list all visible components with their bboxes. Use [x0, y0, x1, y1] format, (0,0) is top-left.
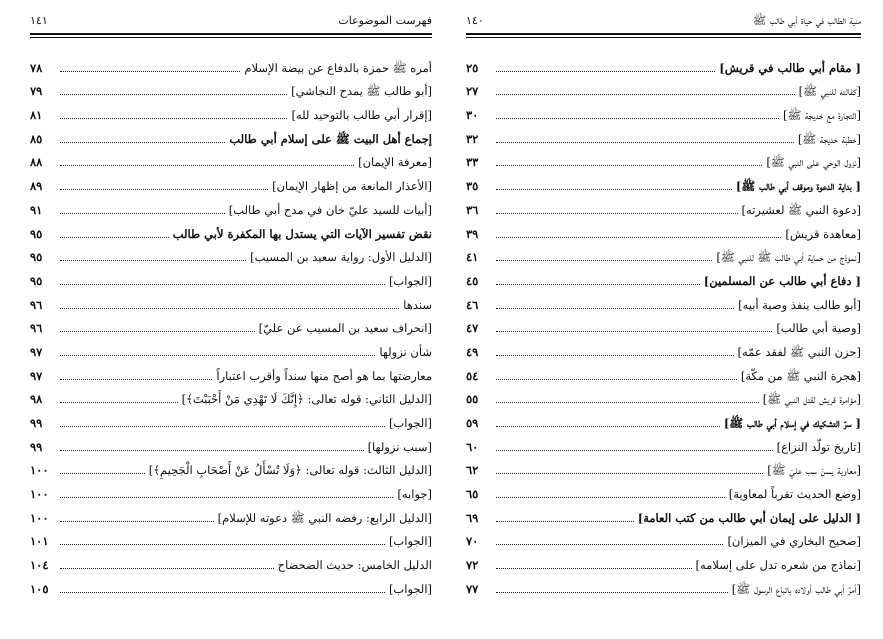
toc-entry-title: نقض تفسير الآيات التي يستدل بها المكفرة لأبي طالب: [172, 226, 432, 241]
toc-entry: [30, 122, 432, 146]
toc-entry-title: [الدليل الرابع: رفضه النبي ﷺ دعوته للإسلام]: [217, 510, 432, 525]
dot-leader: [60, 117, 287, 119]
toc-entry-page: ٩٦: [30, 321, 43, 336]
toc-entry: [30, 146, 432, 170]
toc-entry-page: ٧٧: [466, 581, 479, 596]
dot-leader: [60, 520, 214, 522]
toc-entry-page: ٩٦: [30, 297, 43, 312]
toc-entry-page: ٧٨: [30, 60, 43, 75]
toc-entry-title: [نزول الوحي على النبي ﷺ]: [766, 155, 861, 170]
toc-entry-title: [الجواب]: [388, 581, 432, 596]
header-rule: [466, 33, 861, 35]
dot-leader: [60, 259, 246, 261]
left-page: [30, 0, 432, 639]
left-page-number: ١٤١: [30, 14, 48, 27]
toc-entry: [466, 501, 861, 525]
dot-leader: [60, 141, 225, 143]
toc-entry-page: ٧٢: [466, 558, 479, 573]
toc-entry-page: ٦٩: [466, 510, 479, 525]
toc-entry-title: [هجرة النبي ﷺ من مكّة]: [740, 368, 861, 383]
dot-leader: [60, 567, 274, 569]
toc-entry-page: ٣٢: [466, 131, 479, 146]
toc-entry-title: [صحيح البخاري في الميزان]: [727, 534, 861, 549]
toc-entry: [466, 98, 861, 122]
toc-entry-page: ٣٦: [466, 202, 479, 217]
right-page-header: [466, 14, 861, 32]
toc-entry: [30, 217, 432, 241]
dot-leader: [60, 164, 354, 166]
dot-leader: [496, 259, 712, 261]
toc-entry-title: [أبو طالب ينفذ وصية أبيه]: [738, 297, 861, 312]
toc-entry-page: ١٠١: [30, 534, 49, 549]
toc-entry-title: [الدليل الثاني: قوله تعالى: ﴿إِنَّكَ لَا تَهْدِي مَنْ أَحْبَبْتَ﴾]: [181, 392, 432, 407]
toc-entry: [30, 312, 432, 336]
toc-entry: [30, 264, 432, 288]
toc-entry-page: ٩٥: [30, 226, 43, 241]
toc-entry-title: [ مقام أبي طالب في قريش]: [719, 60, 861, 75]
toc-entry: [30, 193, 432, 217]
toc-entry-page: ٧٠: [466, 534, 479, 549]
toc-entry-page: ١٠٠: [30, 510, 49, 525]
dot-leader: [496, 543, 723, 545]
toc-entry-page: ٣٣: [466, 155, 479, 170]
toc-entry: [466, 51, 861, 75]
toc-entry-page: ٩١: [30, 202, 43, 217]
toc-entry-title: [ الدليل على إيمان أبي طالب من كتب العامة]: [637, 510, 861, 525]
toc-entry: [466, 241, 861, 265]
left-page-header: [30, 14, 432, 32]
toc-entry-title: [سبب نزولها]: [367, 439, 432, 454]
toc-entry-title: [نموذج من حماية أبي طالب ﷺ للنبي ﷺ]: [716, 250, 861, 265]
toc-entry-page: ٤٦: [466, 297, 479, 312]
toc-entry: [30, 75, 432, 99]
toc-entry-title: [جوابه]: [397, 487, 432, 502]
dot-leader: [496, 354, 734, 356]
toc-entry-page: ٣٠: [466, 108, 479, 123]
dot-leader: [60, 93, 287, 95]
toc-entry-title: [الجواب]: [388, 273, 432, 288]
toc-entry: [466, 430, 861, 454]
toc-entry: [466, 359, 861, 383]
dot-leader: [60, 330, 255, 332]
toc-entry: [466, 288, 861, 312]
toc-entry-page: ٨٩: [30, 179, 43, 194]
dot-leader: [60, 236, 169, 238]
toc-entry: [466, 335, 861, 359]
dot-leader: [496, 212, 738, 214]
toc-entry: [466, 169, 861, 193]
toc-entry: [466, 525, 861, 549]
toc-entry-title: [انحراف سعيد بن المسيب عن عليّ]: [258, 321, 432, 336]
toc-entry-title: [ سرّ التشكيك في إسلام أبي طالب ﷺ]: [723, 416, 861, 430]
toc-entry-title: [أمرُ أبي طالب أولاده باتباع الرسول ﷺ]: [731, 581, 861, 596]
toc-entry: [30, 454, 432, 478]
dot-leader: [60, 378, 212, 380]
toc-entry: [466, 264, 861, 288]
toc-entry-page: ٩٥: [30, 273, 43, 288]
right-page-number: ١٤٠: [466, 14, 484, 27]
dot-leader: [60, 472, 145, 474]
toc-entry-page: ٣٥: [466, 179, 479, 194]
dot-leader: [496, 378, 737, 380]
toc-entry: [466, 122, 861, 146]
toc-entry: [466, 406, 861, 430]
header-rule: [30, 33, 432, 35]
toc-entry-title: [ بداية الدعوة وموقف أبي طالب ﷺ]: [735, 179, 861, 194]
dot-leader: [60, 496, 393, 498]
dot-leader: [496, 330, 772, 332]
toc-entry-title: [مؤامرة قريش لقتل النبي ﷺ]: [762, 392, 861, 407]
toc-entry-title: [الجواب]: [388, 416, 432, 430]
toc-entry-page: ٩٧: [30, 344, 43, 359]
toc-entry-page: ٥٤: [466, 368, 479, 383]
toc-entry-page: ٤١: [466, 250, 479, 265]
dot-leader: [496, 236, 781, 238]
toc-entry-title: [أبو طالب ﷺ يمدح النجاشي]: [291, 84, 432, 99]
toc-entry-title: [وصية أبي طالب]: [776, 321, 861, 336]
toc-entry-page: ٣٩: [466, 226, 479, 241]
toc-entry-page: ٦٥: [466, 487, 479, 502]
header-rule-thin: [466, 37, 861, 38]
dot-leader: [496, 117, 779, 119]
dot-leader: [60, 401, 178, 403]
toc-entry-page: ١٠٠: [30, 487, 49, 502]
toc-entry-title: [حزن النبي ﷺ لفقد عمّه]: [737, 344, 861, 359]
toc-entry: [30, 525, 432, 549]
toc-entry-title: [أبيات للسيد عليّ خان في مدح أبي طالب]: [228, 202, 432, 217]
left-toc-list: [30, 51, 432, 596]
toc-entry-page: ٩٨: [30, 392, 43, 407]
dot-leader: [496, 401, 759, 403]
toc-entry: [30, 359, 432, 383]
toc-entry: [466, 572, 861, 596]
toc-entry-title: معارضتها بما هو أصح منها سنداً وأقرب اعتباراً: [216, 368, 432, 383]
dot-leader: [60, 449, 364, 451]
dot-leader: [496, 520, 634, 522]
toc-entry-page: ٤٧: [466, 321, 479, 336]
toc-entry-title: [وضع الحديث تقرباً لمعاوية]: [728, 487, 861, 502]
toc-entry: [30, 430, 432, 454]
right-toc-list: [466, 51, 861, 596]
dot-leader: [496, 472, 763, 474]
toc-entry-page: ٦٠: [466, 439, 479, 454]
toc-entry-title: إجماع أهل البيت ﷺ على إسلام أبي طالب: [229, 131, 432, 146]
dot-leader: [496, 70, 715, 72]
toc-entry-title: [إقرار أبي طالب بالتوحيد لله]: [291, 108, 432, 123]
toc-entry-page: ٦٢: [466, 463, 479, 478]
toc-entry-page: ١٠٥: [30, 581, 49, 596]
toc-entry: [30, 335, 432, 359]
toc-entry-page: ٩٥: [30, 250, 43, 265]
dot-leader: [496, 307, 734, 309]
dot-leader: [496, 141, 794, 143]
toc-entry: [30, 169, 432, 193]
toc-entry: [30, 572, 432, 596]
dot-leader: [60, 591, 385, 593]
toc-entry: [466, 383, 861, 407]
header-rule-thin: [30, 37, 432, 38]
toc-entry-page: ٥٥: [466, 392, 479, 407]
toc-entry-page: ٩٧: [30, 368, 43, 383]
dot-leader: [496, 567, 692, 569]
toc-entry-title: [معاوية يسنّ سب عليّ ﷺ]: [767, 463, 861, 478]
dot-leader: [60, 188, 268, 190]
toc-entry-title: [الأعذار المانعة من إظهار الإيمان]: [272, 179, 432, 194]
right-page: [466, 0, 861, 639]
toc-entry-page: ٩٩: [30, 416, 43, 430]
toc-entry-title: [ دفاع أبي طالب عن المسلمين]: [703, 273, 861, 288]
toc-entry-page: ٧٩: [30, 84, 43, 99]
toc-entry: [30, 406, 432, 430]
toc-entry-page: ٢٧: [466, 84, 479, 99]
toc-entry-page: ٨١: [30, 108, 43, 123]
toc-entry: [30, 501, 432, 525]
toc-entry-page: ١٠٤: [30, 558, 49, 573]
toc-entry: [466, 75, 861, 99]
toc-entry: [30, 477, 432, 501]
toc-entry-title: [الدليل الأول: رواية سعيد بن المسيب]: [250, 250, 432, 265]
toc-entry-title: [معرفة الإيمان]: [358, 155, 432, 170]
toc-entry-page: ٢٥: [466, 60, 479, 75]
toc-entry-title: الدليل الخامس: حديث الضحضاح: [277, 558, 432, 573]
toc-entry-page: ٤٩: [466, 344, 479, 359]
toc-entry: [30, 241, 432, 265]
right-header-title: منية الطالب في حياة أبي طالب ﷺ: [752, 14, 861, 27]
dot-leader: [60, 70, 240, 72]
toc-entry-title: [التجارة مع خديجة ﷺ]: [783, 108, 861, 123]
toc-entry-title: [نماذج من شعره تدل على إسلامه]: [695, 558, 861, 573]
toc-entry-page: ٤٥: [466, 273, 479, 288]
toc-entry-page: ١٠٠: [30, 463, 49, 478]
toc-entry: [466, 193, 861, 217]
toc-entry: [30, 383, 432, 407]
left-header-title: فهرست الموضوعات: [338, 14, 432, 27]
dot-leader: [60, 543, 385, 545]
dot-leader: [496, 93, 795, 95]
toc-entry-title: [الجواب]: [388, 534, 432, 549]
dot-leader: [496, 188, 732, 190]
toc-entry-title: [كفالته للنبي ﷺ]: [798, 84, 861, 99]
toc-entry-title: أمره ﷺ حمزة بالدفاع عن بيضة الإسلام: [244, 60, 432, 75]
toc-entry: [30, 98, 432, 122]
toc-entry-title: [تاريخ تولّد النزاع]: [776, 439, 861, 454]
toc-entry: [466, 146, 861, 170]
dot-leader: [496, 496, 725, 498]
toc-entry: [30, 51, 432, 75]
dot-leader: [496, 164, 762, 166]
toc-entry-page: ٨٥: [30, 131, 43, 146]
dot-leader: [496, 425, 720, 427]
toc-entry-title: [الدليل الثالث: قوله تعالى: ﴿وَلَا تُسْأَلُ عَنْ أَصْحَابِ الْجَحِيمِ﴾]: [148, 463, 432, 478]
toc-entry: [30, 288, 432, 312]
toc-entry-title: [دعوة النبي ﷺ لعشيرته]: [741, 202, 861, 217]
toc-entry-title: شأن نزولها: [379, 344, 432, 359]
toc-entry: [466, 217, 861, 241]
toc-entry: [466, 477, 861, 501]
toc-entry: [466, 454, 861, 478]
toc-entry: [466, 548, 861, 572]
toc-entry-title: سندها: [403, 297, 432, 312]
toc-entry-title: [خطبة خديجة ﷺ]: [797, 131, 861, 146]
dot-leader: [60, 354, 375, 356]
toc-entry: [30, 548, 432, 572]
dot-leader: [496, 591, 728, 593]
toc-entry-page: ٩٩: [30, 439, 43, 454]
dot-leader: [496, 283, 700, 285]
toc-entry-page: ٥٩: [466, 416, 479, 430]
toc-entry-page: ٨٨: [30, 155, 43, 170]
dot-leader: [60, 212, 225, 214]
toc-entry: [466, 312, 861, 336]
dot-leader: [60, 425, 385, 427]
dot-leader: [496, 449, 773, 451]
toc-entry-title: [معاهدة قريش]: [785, 226, 861, 241]
dot-leader: [60, 283, 385, 285]
dot-leader: [60, 307, 399, 309]
